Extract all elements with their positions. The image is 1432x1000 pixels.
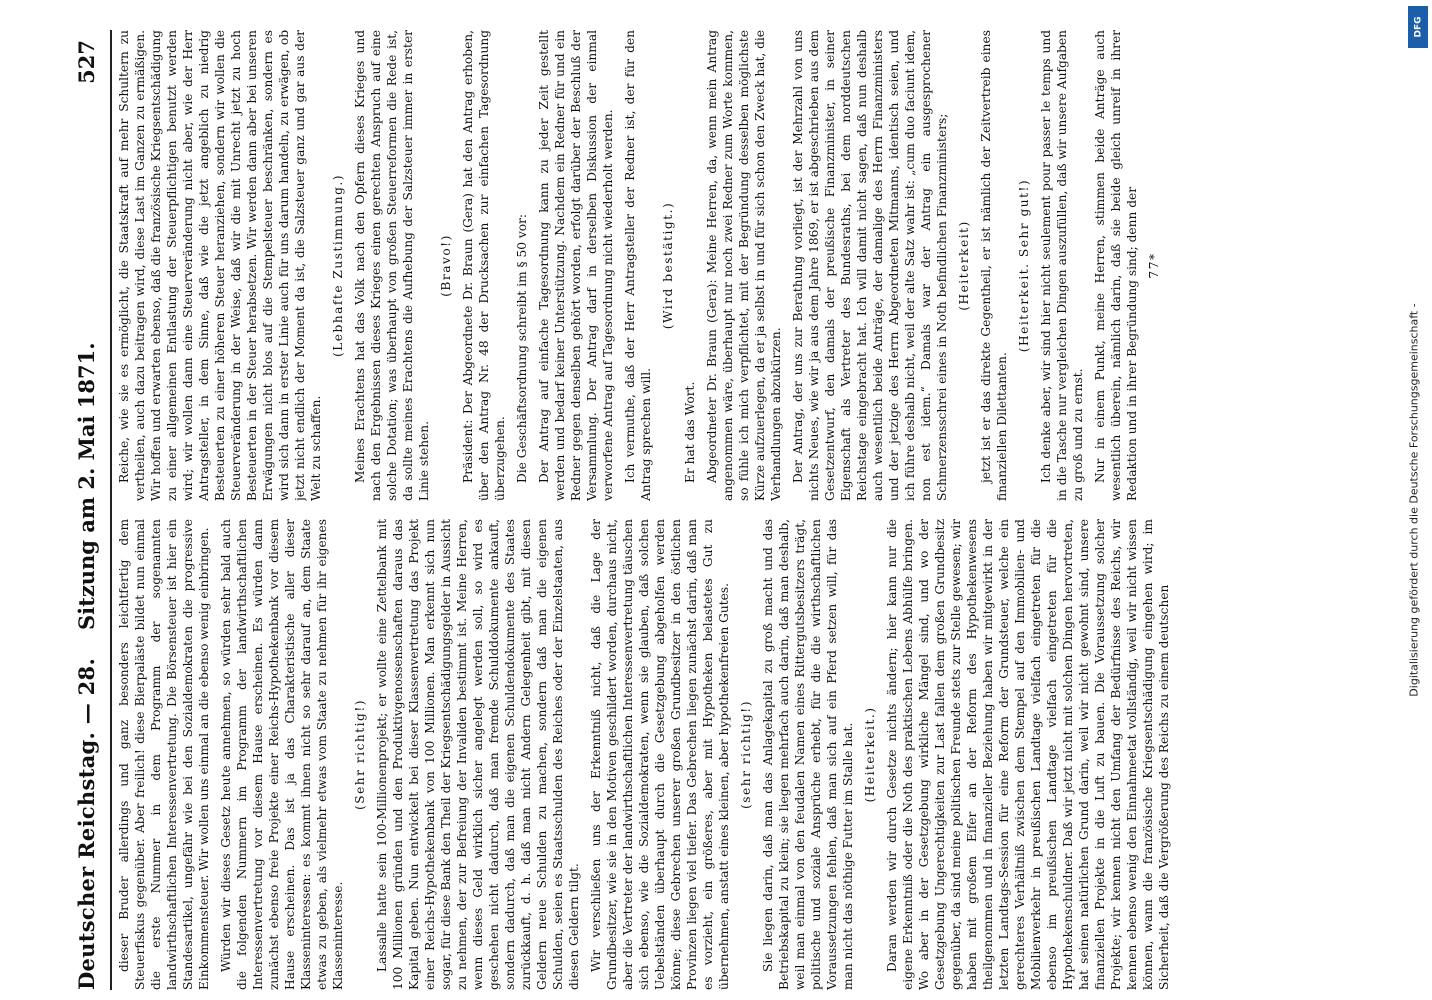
paragraph: Nur in einem Punkt, meine Herren, stimmen beide Anträge auch wesentlich überein, nämlich darin, daß sie beide gleich unreif in ihrer Redaktion und in ihrer Begründung sind; denn der bbox=[1093, 30, 1139, 501]
page-content bbox=[68, 30, 1418, 990]
paragraph: (Heiterkeit. Sehr gut!) bbox=[1017, 178, 1031, 353]
paragraph: Die Geschäftsordnung schreibt im § 50 vor: bbox=[515, 213, 529, 483]
paragraph: (Heiterkeit.) bbox=[863, 706, 877, 803]
page-number: 527 bbox=[74, 40, 99, 84]
dfg-logo-text: DFG bbox=[1413, 16, 1424, 38]
running-header bbox=[68, 30, 108, 990]
paragraph: (Bravo!) bbox=[439, 234, 453, 297]
paragraph: Wir verschließen uns der Erkenntniß nicht, daß die Lage der Grundbesitzer, wie sie in den Motiven geschildert worden, durchaus nicht, aber die Vertreter der landwirthschaftlichen Interessenvertretung täuschen sich ebenso, wie die Sozialdemokraten, wenn sie glauben, daß solchen Uebelständen überhaupt durch die Gesetzgebung abgeholfen werden könne; diese Gebrechen unserer großen Grundbesitzer in den östlichen Provinzen liegen viel tiefer. Das Gebrechen liegen zunächst darin, daß man es vorzieht, ein größeres, aber mit Hypotheken belastetes Gut zu übernehmen, anstatt eines kleinen, aber hypothekenfreien Gutes. bbox=[589, 519, 731, 990]
header-title: Deutscher Reichstag. — 28. bbox=[74, 657, 99, 990]
paragraph: (Sehr richtig!) bbox=[353, 699, 367, 811]
paragraph: Präsident: Der Abgeordnete Dr. Braun (Gera) hat den Antrag erhoben, über den Antrag Nr. 48 der Drucksachen zur einfachen Tagesordnung überzugehen. bbox=[461, 30, 507, 501]
paragraph: jetzt ist er das direkte Gegentheil, er ist nämlich der Zeitvertreib eines finanziellen Dilettanten. bbox=[979, 30, 1009, 501]
paragraph: (Wird bestätigt.) bbox=[661, 201, 675, 330]
paragraph: Ich denke aber, wir sind hier nicht seulement pour passer le temps und in die Tasche nur vergleichen Dingen auszufüllen, daß wir unsere Aufgaben zu groß und zu ernst. bbox=[1039, 30, 1085, 501]
paragraph: 77* bbox=[1147, 252, 1161, 279]
paragraph: Meines Erachtens hat das Volk nach den Opfern dieses Krieges und nach den Ergebnissen dieses Krieges einen gerechten Anspruch auf eine solche Dotation; was überhaupt von großen Steuerreformen die Rede ist, da sollte meines Erachtens die Aufhebung der Salzsteuer immer in erster Linie stehen. bbox=[353, 30, 431, 501]
paragraph: dieser Bruder allerdings und ganz besonders leichtfertig dem Steuerfiskus gegenüber. Aber freilich! diese Bierpaläste bildet nun einmal die erste Nummer in dem Programm der sogenannten landwirthschaftlichen Interessenvertretung. Die Börsensteuer ist hier ein Standesartikel, ungefähr wie bei den Sozialdemokraten die progressive Einkommensteuer. Wir wollen uns einmal an die ebenso wenig einbringen. bbox=[117, 519, 211, 990]
paragraph: Ich vermuthe, daß der Herr Antragsteller der Redner ist, der für den Antrag sprechen will. bbox=[623, 30, 653, 501]
left-column bbox=[116, 519, 1418, 990]
text-columns bbox=[116, 30, 1418, 990]
header-rule bbox=[110, 30, 112, 990]
paragraph: Er hat das Wort. bbox=[683, 381, 697, 483]
dfg-logo bbox=[1408, 6, 1428, 48]
paragraph: Lassalle hatte sein 100-Millionenprojekt; er wollte eine Zettelbank mit 100 Millionen gründen und den Produktivgenossenschaften daraus das Kapital geben. Nun entwickelt bei dieser Klassenvertretung das Projekt einer Reichs-Hypothekenbank von 100 Millionen. Man erkennt sich nun sogar, für diese Bank den Theil der Kriegsentschädigungsgelder in Aussicht zu nehmen, der zur Befreiung der Invaliden bestimmt ist. Meine Herren, wenn dieses Geld wirklich sicher angelegt werden soll, so wird es geschehen nicht dadurch, daß man fremde Schulddokumente ankauft, sondern dadurch, daß man die eigenen Schuldendokumente des Staates zurückkauft, d. h. daß man nicht Andern Gelegenheit gibt, mit diesen Geldern neue Schulden zu machen, sondern daß man die eigenen Schulden, seien es Staatsschulden des Reiches oder der Einzelstaaten, aus diesen Geldern tilgt. bbox=[375, 519, 581, 990]
paragraph: Reiche, wie sie es ermöglicht, die Staatskraft auf mehr Schultern zu vertheilen, auch dazu beitragen wird, diese Last im Ganzen zu ermäßigen. Wir hoffen und erwarten ebenso, daß die französische Kriegsentschädigung zu einer allgemeinen Entlastung der Steuerpflichtigen benutzt werden wird; wir wollen dann eine Steuerveränderung nicht aber, wie der Herr Antragsteller, in dem Sinne, daß wie die jetzt angeblich zu niedrig Besteuerten zu einer höheren Steuer heranziehen, sondern wir wollen die Steuerveränderung in der Weise, daß wir die mit Unrecht jetzt zu hoch Besteuerten in der Steuer herabsetzen. Wir werden dann aber bei unseren Erwägungen nicht blos auf die Stempelsteuer beschränken, sondern es wird sich dann in erster Linie auch für uns darum handeln, zu erwägen, ob jetzt nicht endlich der Moment da ist, die Salzsteuer ganz und gar aus der Welt zu schaffen. bbox=[117, 30, 323, 501]
funding-note: Digitalisierung gefördert durch die Deutsche Forschungsgemeinschaft - bbox=[1407, 303, 1421, 697]
paragraph: (Heiterkeit) bbox=[957, 220, 971, 311]
paragraph: Der Antrag, der uns zur Berathung vorliegt, ist der Mehrzahl von uns nichts Neues, wie wir ja aus dem Jahre 1869, er ist abgeschrieben aus dem Gesetzentwurf, den damals der preußische Finanzminister, in seiner Eigenschaft als Vertreter des Bundesraths, bei dem norddeutschen Reichstage eingebracht hat. Ich will damit nicht sagen, daß nun deshalb auch wesentlich beide Anträge, der damalige des Herrn Finanzministers und der jetzige des Herrn Abgeordneten Mitmanns, identisch seien, und ich führe deshalb nicht, weil der alte Satz wahr ist: „cum duo faciunt idem, non est idem.“ Damals war der Antrag ein ausgesprochener Schmerzensschrei eines in Noth befindlichen Finanzministers; bbox=[791, 30, 949, 501]
paragraph: Abgeordneter Dr. Braun (Gera): Meine Herren, da, wenn mein Antrag angenommen wäre, überhaupt nur noch zwei Redner zum Worte kommen, so fühle ich mich verpflichtet, mit der Begründung desselben möglichste Kürze aufzuerlegen, da er ja selbst in und für sich schon den Zweck hat, die Verhandlungen abzukürzen. bbox=[705, 30, 783, 501]
paragraph: Daran werden wir durch Gesetze nichts ändern; hier kann nur die eigene Erkenntniß oder die Noth des praktischen Lebens Abhülfe bringen. Wo aber in der Gesetzgebung wirkliche Mängel sind, und wo der Gesetzgebung Ungerechtigkeiten zur Last fallen dem großen Grundbesitz gegenüber, da sind meine politischen Freunde stets zur Stelle gewesen; wir haben mit großem Eifer an der Reform des Hypothekenwesens theilgenommen und in finanzieller Beziehung haben wir mitgewirkt in der letzten Landtags-Session für eine Reform der Grundsteuer, welche ein gerechteres Verhältniß zwischen dem Stempel auf den Immobilien- und Mobilienverkehr in preußischen Landtage vielfach eingetreten für die ebenso im preußischen Landtage vielfach eingetreten für die Hypothekenschuldner. Daß wir jetzt nicht mit solchen Dingen hervortreten, hat seinen natürlichen Grund darin, weil wir nicht gewohnt sind, unsere finanziellen Projekte in die Luft zu bauen. Die Voraussetzung solcher Projekte; wir kennen nicht den Umfang der Bedürfnisse des Reichs, wir kennen ebenso wenig den Einnahmeetat vollständig, weil wir nicht wissen können, wann die französische Kriegsentschädigung eingehen wird; im Sicherheit, daß die Vergrößerung des Reichs zu einem deutschen bbox=[885, 519, 1171, 990]
dfg-sidebar bbox=[1404, 0, 1432, 1000]
paragraph: Würden wir dieses Gesetz heute annehmen, so würden sehr bald auch die folgenden Nummern im Programm der landwirthschaftlichen Interessenvertretung vor diesem Hause erscheinen. Es würden dann zunächst ebenso freie Projekte einer Reichs-Hypothekenbank vor diesem Hause erscheinen. Das ist ja das Charakteristische aller dieser Klasseninteressen: es kommt ihnen nicht so sehr darauf an, dem Staate etwas zu geben, als vielmehr etwas vom Staate zu nehmen für ihr eigenes Klasseninteresse. bbox=[219, 519, 345, 990]
header-session: Sitzung am 2. Mai 1871. bbox=[74, 342, 99, 630]
paragraph: (sehr richtig!) bbox=[739, 700, 753, 809]
right-column bbox=[116, 30, 1418, 501]
paragraph: Der Antrag auf einfache Tagesordnung kann zu jeder Zeit gestellt werden und bedarf keiner Unterstützung. Nachdem ein Redner für und ein Redner gegen denselben gehört worden, erfolgt darüber der Beschluß der Versammlung. Der Antrag darf in derselben Diskussion der einmal verworfene Antrag auf Tagesordnung nicht wiederholt werden. bbox=[537, 30, 615, 501]
paragraph: (Lebhafte Zustimmung.) bbox=[331, 173, 345, 358]
paragraph: Sie liegen darin, daß man das Anlagekapital zu groß macht und das Betriebskapital zu klein; sie liegen mehrfach auch darin, daß man deshalb, weil man einmal von den feudalen Namen eines Rittergutsbesitzers trägt, politische und soziale Ansprüche erhebt, für die die wirthschaftlichen Voraussetzungen fehlen, daß man sich auf ein Pferd setzen will, für das man nicht das nöthige Futter im Stalle hat. bbox=[761, 519, 855, 990]
